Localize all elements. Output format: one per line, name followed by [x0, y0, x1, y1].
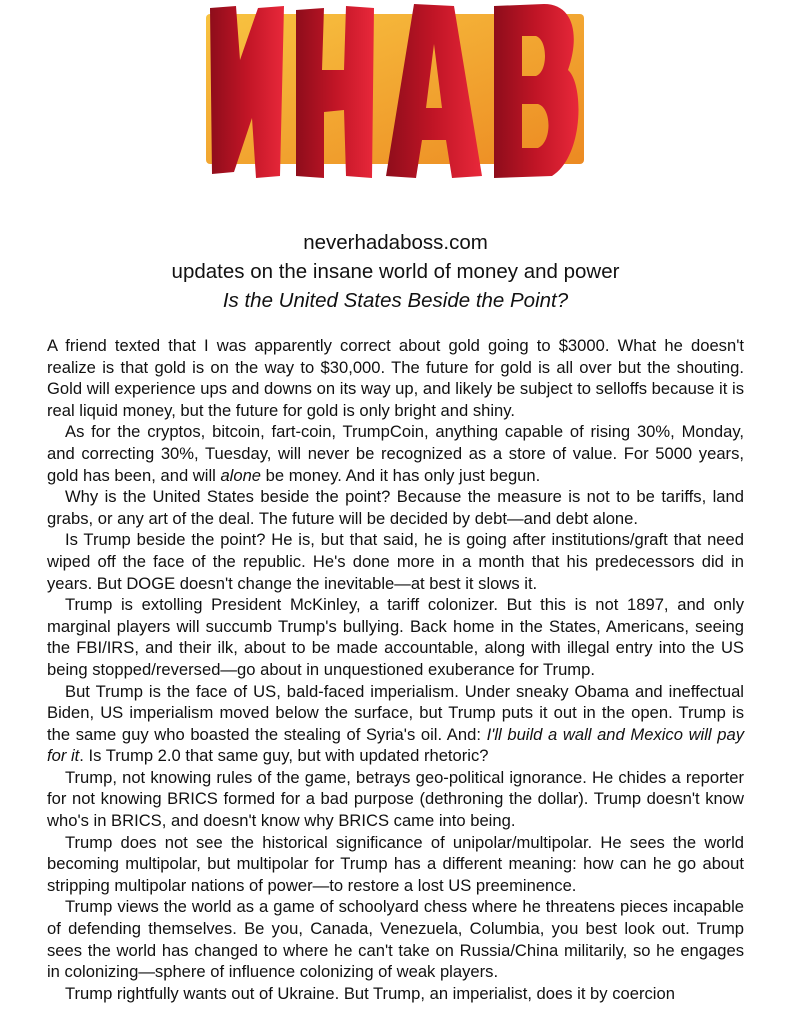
- paragraph-text: Trump is extolling President McKinley, a tariff colonizer. But this is not 1897, and only marginal players will succumb Trump's bullying. Back home in the States, Americans, seeing the FBI/IRS, and their ilk, about to be made accountable, along with illegal entry into the US being stopped/reversed—go about in unquestioned exuberance for Trump.: [47, 595, 744, 679]
- article-paragraph: [47, 832, 744, 897]
- article-paragraph: [47, 421, 744, 486]
- site-tagline: updates on the insane world of money and power: [171, 260, 620, 283]
- article-paragraph: [47, 896, 744, 982]
- italic-text: I'll build a wall and Mexico will pay for it: [47, 724, 744, 766]
- logo-letter-b: [494, 4, 579, 178]
- nhab-logo-graphic: [196, 0, 586, 182]
- italic-text: alone: [220, 465, 262, 485]
- article-paragraph: [47, 594, 744, 680]
- article-title: Is the United States Beside the Point?: [222, 289, 569, 312]
- nhab-logo: [196, 0, 586, 182]
- article-paragraph: [47, 486, 744, 529]
- paragraph-text: Trump rightfully wants out of Ukraine. But Trump, an imperialist, does it by coercion: [65, 983, 675, 1003]
- paragraph-text: Trump views the world as a game of schoolyard chess where he threatens pieces incapable of defending themselves. Be you, Canada, Venezuela, Columbia, you best look out. Trump sees the world has changed to where he can't take on Russia/China militarily, so he engages in colonizing—sphere of influence colonizing of weak players.: [47, 897, 744, 982]
- paragraph-text: A friend texted that I was apparently correct about gold going to $3000. What he doesn't realize is that gold is on the way to $30,000. The future for gold is all over but the shouting. Gold will experience ups and downs on its way up, and likely be subject to selloffs because it is real liquid money, but the future for gold is only bright and shiny.: [47, 336, 744, 420]
- article-paragraph: [47, 529, 744, 594]
- site-name[interactable]: neverhadaboss.com: [303, 231, 488, 254]
- paragraph-text: be money. And it has only just begun.: [261, 465, 541, 485]
- paragraph-text: As for the cryptos, bitcoin, fart-coin, TrumpCoin, anything capable of rising 30%, Monday, and correcting 30%, Tuesday, will never be recognized as a store of value. For 5000 years, gold has been, and will: [47, 422, 744, 485]
- article-body: [47, 335, 744, 1004]
- page-header: [0, 228, 791, 315]
- paragraph-text: Is Trump beside the point? He is, but that said, he is going after institutions/graft that need wiped off the face of the republic. He's done more in a month that his predecessors did in years. But DOGE doesn't change the inevitable—at best it slows it.: [47, 530, 744, 593]
- paragraph-text: But Trump is the face of US, bald-faced imperialism. Under sneaky Obama and ineffectual Biden, US imperialism moved below the surface, but Trump puts it out in the open. Trump is the same guy who boasted the stealing of Syria's oil. And:: [47, 681, 744, 744]
- paragraph-text: Why is the United States beside the point? Because the measure is not to be tariffs, land grabs, or any art of the deal. The future will be decided by debt—and debt alone.: [47, 487, 744, 528]
- paragraph-text: . Is Trump 2.0 that same guy, but with updated rhetoric?: [79, 746, 489, 766]
- article-paragraph: [47, 335, 744, 421]
- article-paragraph: [47, 983, 744, 1005]
- article-paragraph: [47, 681, 744, 767]
- article-paragraph: [47, 767, 744, 832]
- paragraph-text: Trump, not knowing rules of the game, betrays geo-political ignorance. He chides a reporter for not knowing BRICS formed for a bad purpose (dethroning the dollar). Trump doesn't know who's in BRICS, and doesn't know why BRICS came into being.: [47, 767, 744, 831]
- paragraph-text: Trump does not see the historical significance of unipolar/multipolar. He sees the world becoming multipolar, but multipolar for Trump has a different meaning: how can he go about stripping multipolar nations of power—to restore a lost US preeminence.: [47, 832, 744, 895]
